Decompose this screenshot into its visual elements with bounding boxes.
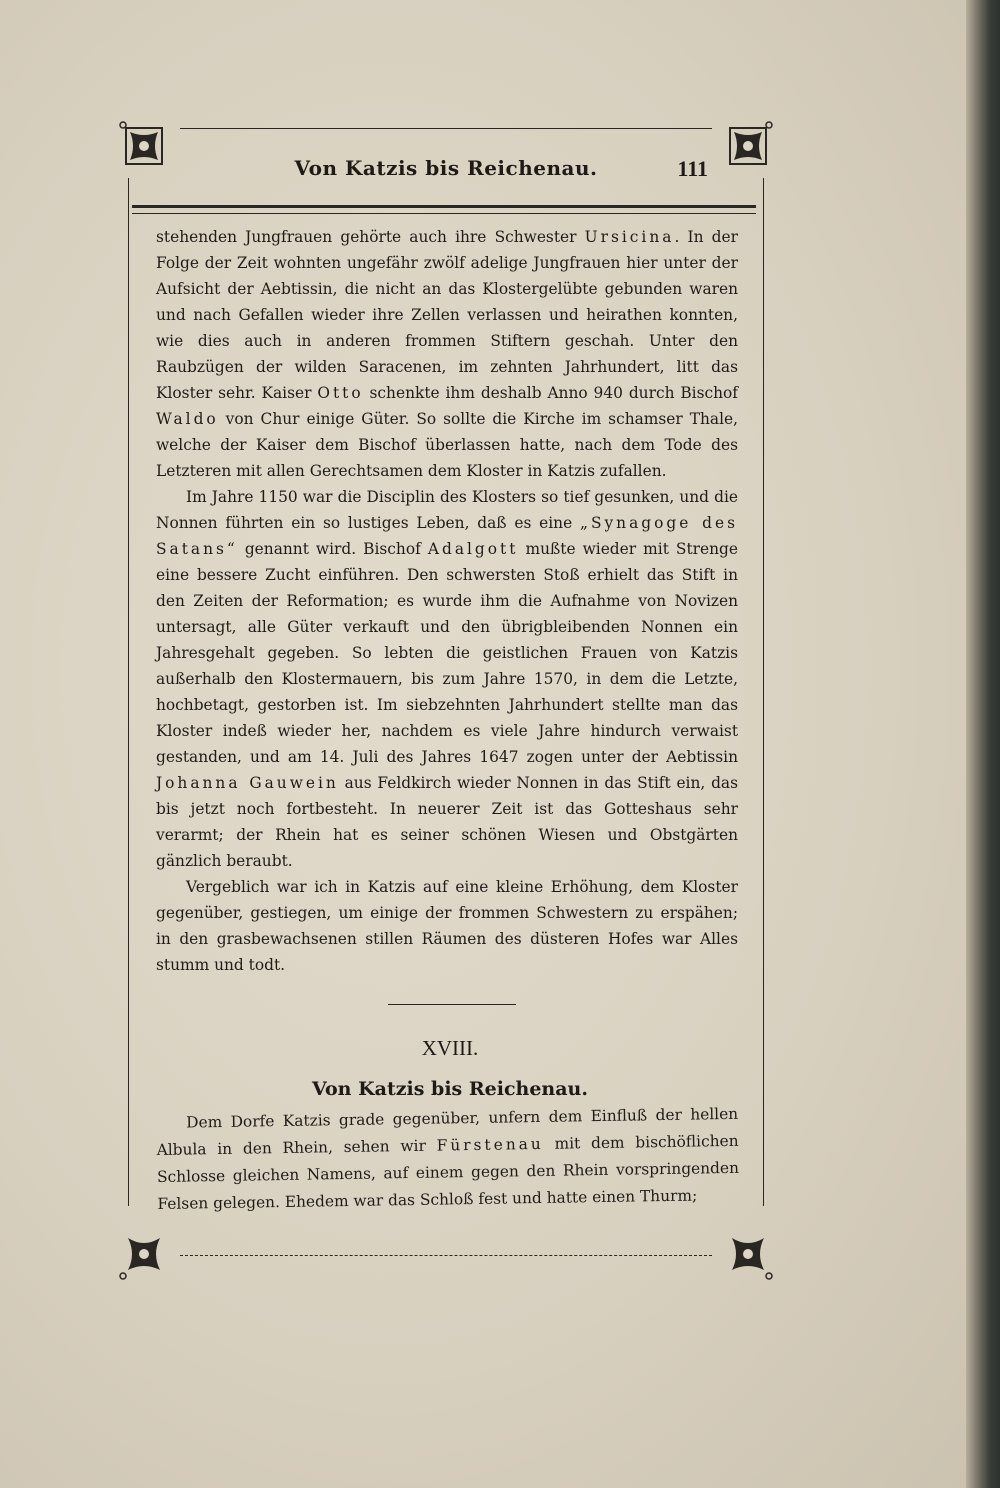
- name-waldo: Waldo: [156, 410, 219, 428]
- running-header: [128, 156, 764, 186]
- frame-bottom-rule: [180, 1255, 712, 1256]
- name-otto: Otto: [317, 384, 364, 402]
- section-divider: [388, 1004, 516, 1005]
- chapter-body-text: [156, 1101, 740, 1218]
- running-title: Von Katzis bis Reichenau.: [294, 156, 598, 180]
- body-text: [156, 224, 738, 978]
- quote-synagoge: „Synagoge des Satans“: [156, 514, 738, 558]
- name-ursicina: Ursicina: [584, 228, 675, 246]
- paragraph: stehenden Jungfrauen gehörte auch ihre Schwester Ursicina. In der Folge der Zeit wohnten ungefähr zwölf adelige Jungfrauen hier unter der Aufsicht der Aebtissin, die nicht an das Klostergelübte gebunden waren und nach Gefallen wieder ihre Zellen verlassen und heirathen konnten, wie dies auch in anderen frommen Stiftern geschah. Unter den Raubzügen der wilden Saracenen, im zehnten Jahrhundert, litt das Kloster sehr. Kaiser Otto schenkte ihm deshalb Anno 940 durch Bischof Waldo von Chur einige Güter. So sollte die Kirche im schamser Thale, welche der Kaiser dem Bischof überlassen hatte, nach dem Tode des Letzteren mit allen Gerechtsamen dem Kloster in Katzis zufallen.: [156, 228, 738, 480]
- header-double-rule: [132, 205, 756, 214]
- frame-top-rule: [180, 128, 712, 129]
- page-number: 111: [677, 156, 708, 181]
- chapter-title: Von Katzis bis Reichenau.: [312, 1078, 588, 1100]
- paragraph: Dem Dorfe Katzis grade gegenüber, unfern dem Einfluß der hellen Albula in den Rhein, sehen wir Fürstenau mit dem bischöflichen Schlosse gleichen Namens, auf einem gegen den Rhein vorspringenden Felsen gelegen. Ehedem war das Schloß fest und hatte einen Thurm;: [156, 1104, 740, 1213]
- name-johanna-gauwein: Johanna Gauwein: [156, 774, 339, 792]
- paragraph: Im Jahre 1150 war die Disciplin des Klosters so tief gesunken, und die Nonnen führten ein so lustiges Leben, daß es eine „Synagoge des Satans“ genannt wird. Bischof Adalgott mußte wieder mit Strenge eine bessere Zucht einführen. Den schwersten Stoß erhielt das Stift in den Zeiten der Reformation; es wurde ihm die Aufnahme von Novizen untersagt, alle Güter verkauft und den übrigbleibenden Nonnen ein Jahresgehalt gegeben. So lebten die geistlichen Frauen von Katzis außerhalb den Klostermauern, bis zum Jahre 1570, in dem die Letzte, hochbetagt, gestorben ist. Im siebzehnten Jahrhundert stellte man das Kloster indeß wieder her, nachdem es viele Jahre hindurch verwaist gestanden, und am 14. Juli des Jahres 1647 zogen unter der Aebtissin Johanna Gauwein aus Feldkirch wieder Nonnen in das Stift ein, das bis jetzt noch fortbesteht. In neuerer Zeit ist das Gotteshaus sehr verarmt; der Rhein hat es seiner schönen Wiesen und Obstgärten gänzlich beraubt.: [156, 488, 738, 870]
- chapter-number: XVIII.: [421, 1036, 479, 1060]
- corner-ornament-icon: [720, 1228, 774, 1282]
- book-cover-edge: [966, 0, 1000, 1488]
- paragraph: Vergeblich war ich in Katzis auf eine kleine Erhöhung, dem Kloster gegenüber, gestiegen, um einige der frommen Schwestern zu erspähen; in den grasbewachsenen stillen Räumen des düsteren Hofes war Alles stumm und todt.: [156, 878, 738, 974]
- name-adalgott: Adalgott: [427, 540, 519, 558]
- corner-ornament-icon: [118, 1228, 172, 1282]
- name-fuerstenau: Fürstenau: [436, 1134, 544, 1155]
